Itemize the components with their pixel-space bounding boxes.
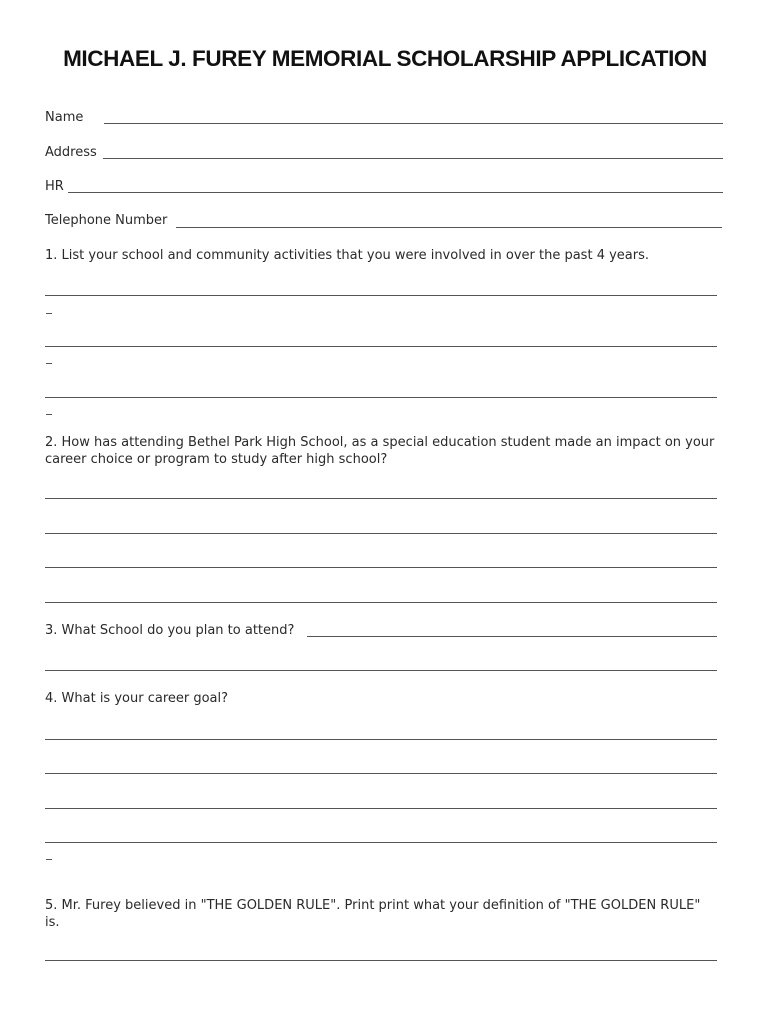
q2-answer-line-1[interactable] xyxy=(45,498,717,499)
q4-answer-line-4[interactable] xyxy=(45,842,717,843)
question-3: 3. What School do you plan to attend? xyxy=(45,623,295,638)
form-title: MICHAEL J. FUREY MEMORIAL SCHOLARSHIP APPLICATION xyxy=(63,46,707,71)
question-1: 1. List your school and community activities that you were involved in over the past 4 years. xyxy=(45,248,649,263)
q5-answer-line-1[interactable] xyxy=(45,960,717,961)
hr-label: HR xyxy=(45,179,64,194)
q4-answer-line-3[interactable] xyxy=(45,808,717,809)
q1-answer-line-3[interactable] xyxy=(45,397,717,398)
q1-line-overflow-mark xyxy=(46,363,52,364)
q4-line-overflow-mark xyxy=(46,859,52,860)
q3-answer-field[interactable] xyxy=(307,636,717,637)
q3-answer-line-2[interactable] xyxy=(45,670,717,671)
q2-answer-line-4[interactable] xyxy=(45,602,717,603)
q1-answer-line-2[interactable] xyxy=(45,346,717,347)
address-field[interactable] xyxy=(103,158,723,159)
address-label: Address xyxy=(45,145,97,160)
q2-answer-line-3[interactable] xyxy=(45,567,717,568)
q2-answer-line-2[interactable] xyxy=(45,533,717,534)
hr-field[interactable] xyxy=(68,192,723,193)
q1-line-overflow-mark xyxy=(46,313,52,314)
name-label: Name xyxy=(45,110,84,125)
question-4: 4. What is your career goal? xyxy=(45,691,229,706)
question-5: 5. Mr. Furey believed in "THE GOLDEN RULE". Print print what your definition of "THE GOLDEN RULE" is. xyxy=(45,898,701,930)
question-2: 2. How has attending Bethel Park High School, as a special education student made an impact on your career choice or program to study after high school? xyxy=(45,435,715,467)
q4-answer-line-1[interactable] xyxy=(45,739,717,740)
q1-line-overflow-mark xyxy=(46,414,52,415)
q4-answer-line-2[interactable] xyxy=(45,773,717,774)
telephone-field[interactable] xyxy=(176,227,722,228)
telephone-label: Telephone Number xyxy=(45,213,168,228)
name-field[interactable] xyxy=(104,123,723,124)
q1-answer-line-1[interactable] xyxy=(45,295,717,296)
